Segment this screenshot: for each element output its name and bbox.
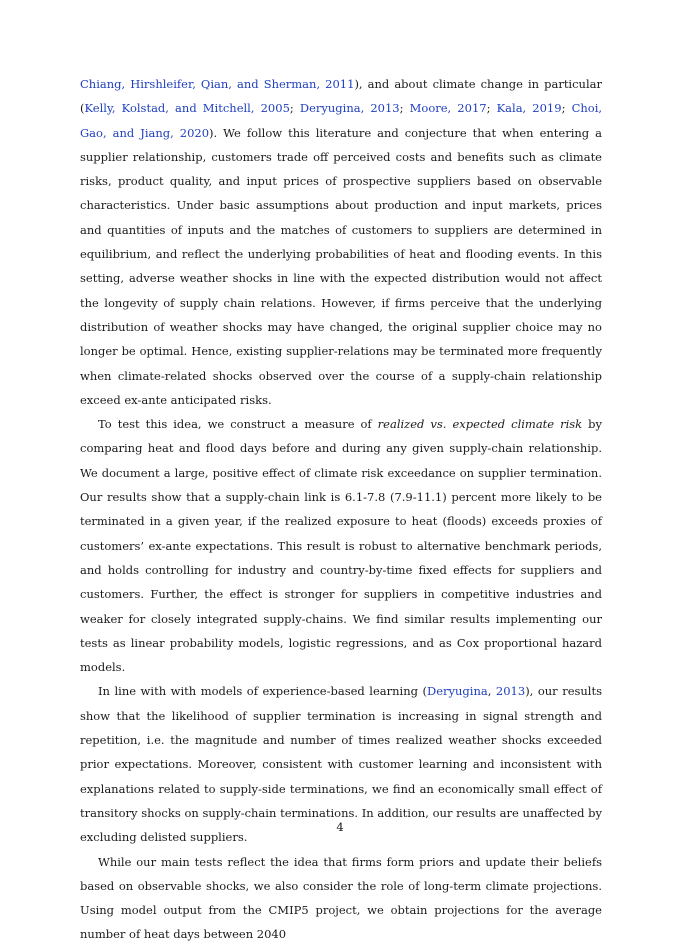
citation-link[interactable]: Chiang, Hirshleifer, Qian, and Sherman, 2011: [80, 77, 355, 91]
body-text: In line with with models of experience-based learning (: [98, 684, 427, 699]
paragraph-4: [80, 850, 602, 947]
citation-link[interactable]: Deryugina, 2013: [299, 101, 400, 116]
body-text: ;: [561, 101, 572, 116]
body-text: ). We follow this literature and conjecture that when entering a supplier relationship, customers trade off perceived costs and benefits such as climate risks, product quality, and input prices of prospective suppliers based on observable characteristics. Under basic assumptions about production and input markets, prices and quantities of inputs and the matches of customers to suppliers are determined in equilibrium, and reflect the underlying probabilities of heat and flooding events. In this setting, adverse weather shocks in line with the expected distribution would not affect the longevity of supply chain relations. However, if firms perceive that the underlying distribution of weather shocks may have changed, the original supplier choice may no longer be optimal. Hence, existing supplier-relations may be terminated more frequently when climate-related shocks observed over the course of a supply-chain relationship exceed ex-ante anticipated risks.: [80, 125, 602, 407]
body-text: While our main tests reflect the idea that firms form priors and update their beliefs based on observable shocks, we also consider the role of long-term climate projections. Using model output from the CMIP5 project, we obtain projections for the average number of heat days between 2040: [80, 854, 602, 942]
citation-link[interactable]: Kelly, Kolstad, and Mitchell, 2005: [84, 101, 290, 116]
body-text: ), and about climate change in particular (: [80, 77, 602, 116]
body-text: ;: [399, 101, 410, 116]
citation-link[interactable]: Kala, 2019: [496, 101, 562, 116]
citation-link[interactable]: Deryugina: [426, 684, 488, 699]
body-text: by comparing heat and flood days before and during any given supply-chain relationship. We document a large, positive effect of climate risk exceedance on supplier termination. Our results show that a supply-chain link is 6.1-7.8 (7.9-11.1) percent more likely to be terminated in a given year, if the realized exposure to heat (floods) exceeds proxies of customers’ ex-ante expectations. This result is robust to alternative benchmark periods, and holds controlling for industry and country-by-time fixed effects for suppliers and customers. Further, the effect is stronger for suppliers in competitive industries and weaker for closely integrated supply-chains. We find similar results implementing our tests as linear probability models, logistic regressions, and as Cox proportional hazard models.: [80, 417, 603, 675]
body-text: ,: [487, 684, 496, 699]
paragraph-1: [80, 72, 602, 412]
citation-link[interactable]: 2013: [495, 684, 526, 699]
body-text: ;: [486, 101, 497, 116]
body-text: ;: [289, 101, 300, 116]
body-text: To test this idea, we construct a measure of: [98, 417, 378, 432]
paper-body: [80, 72, 602, 947]
emphasized-term: realized vs. expected climate risk: [377, 417, 583, 432]
body-text: ), our results show that the likelihood of supplier termination is increasing in signal strength and repetition, i.e. the magnitude and number of times realized weather shocks exceeded prior expectations. Moreover, consistent with customer learning and inconsistent with explanations related to supply-side terminations, we find an economically small effect of transitory shocks on supply-chain terminations. In addition, our results are unaffected by excluding delisted suppliers.: [80, 684, 603, 845]
citation-link[interactable]: Moore, 2017: [409, 101, 487, 116]
citation-link[interactable]: Choi, Gao, and Jiang, 2020: [80, 101, 603, 140]
page-number: 4: [336, 820, 344, 834]
paragraph-2: [80, 412, 602, 679]
